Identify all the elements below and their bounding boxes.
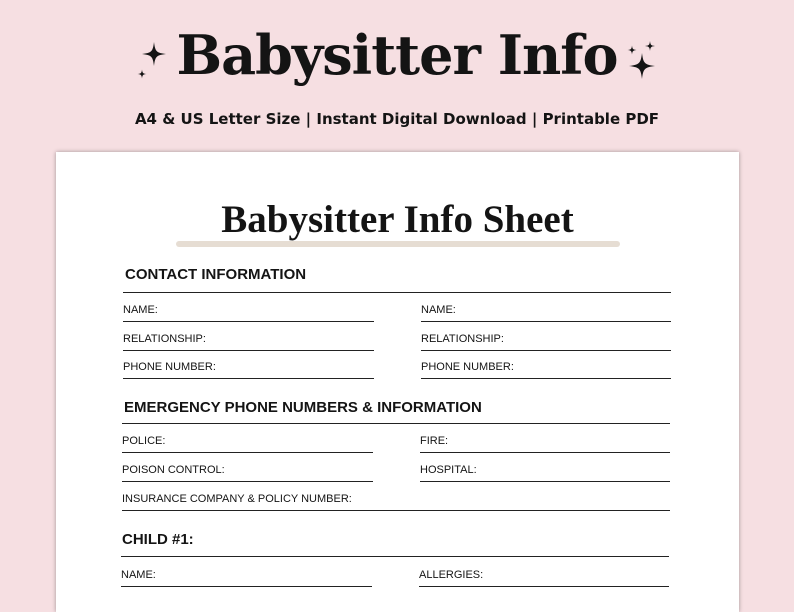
insurance-policy-field[interactable]: [122, 490, 670, 511]
section-heading-child-1: CHILD #1:: [122, 531, 194, 548]
contact-name-field-2[interactable]: [421, 301, 671, 322]
field-label: RELATIONSHIP:: [421, 333, 504, 345]
section-heading-contact: CONTACT INFORMATION: [125, 266, 307, 283]
section-rule: [121, 556, 669, 557]
field-label: ALLERGIES:: [419, 569, 484, 581]
contact-phone-field-2[interactable]: [421, 358, 671, 379]
field-label: PHONE NUMBER:: [421, 361, 514, 373]
field-label: NAME:: [121, 569, 156, 581]
contact-relationship-field-1[interactable]: [123, 330, 374, 351]
police-field[interactable]: [122, 432, 373, 453]
field-label: FIRE:: [420, 435, 449, 447]
sheet-title: Babysitter Info Sheet: [221, 198, 574, 241]
field-label: INSURANCE COMPANY & POLICY NUMBER:: [122, 493, 352, 505]
field-label: HOSPITAL:: [420, 464, 477, 476]
field-label: RELATIONSHIP:: [123, 333, 206, 345]
banner-subtitle: A4 & US Letter Size | Instant Digital Download | Printable PDF: [134, 110, 660, 128]
title-underline: [176, 241, 620, 247]
field-label: PHONE NUMBER:: [123, 361, 216, 373]
contact-name-field-1[interactable]: [123, 301, 374, 322]
banner-title: Babysitter Info: [176, 23, 618, 87]
section-heading-emergency: EMERGENCY PHONE NUMBERS & INFORMATION: [124, 399, 482, 416]
field-label: POLICE:: [122, 435, 166, 447]
fire-field[interactable]: [420, 432, 670, 453]
section-rule: [122, 423, 670, 424]
field-label: POISON CONTROL:: [122, 464, 225, 476]
hospital-field[interactable]: [420, 461, 670, 482]
section-rule: [123, 292, 671, 293]
field-label: NAME:: [421, 304, 456, 316]
contact-relationship-field-2[interactable]: [421, 330, 671, 351]
contact-phone-field-1[interactable]: [123, 358, 374, 379]
info-sheet: [56, 152, 739, 612]
poison-control-field[interactable]: [122, 461, 373, 482]
child-name-field[interactable]: [121, 566, 372, 587]
child-allergies-field[interactable]: [419, 566, 669, 587]
sparkle-icon-right: [620, 36, 666, 82]
sparkle-icon-left: [130, 38, 176, 84]
field-label: NAME:: [123, 304, 158, 316]
